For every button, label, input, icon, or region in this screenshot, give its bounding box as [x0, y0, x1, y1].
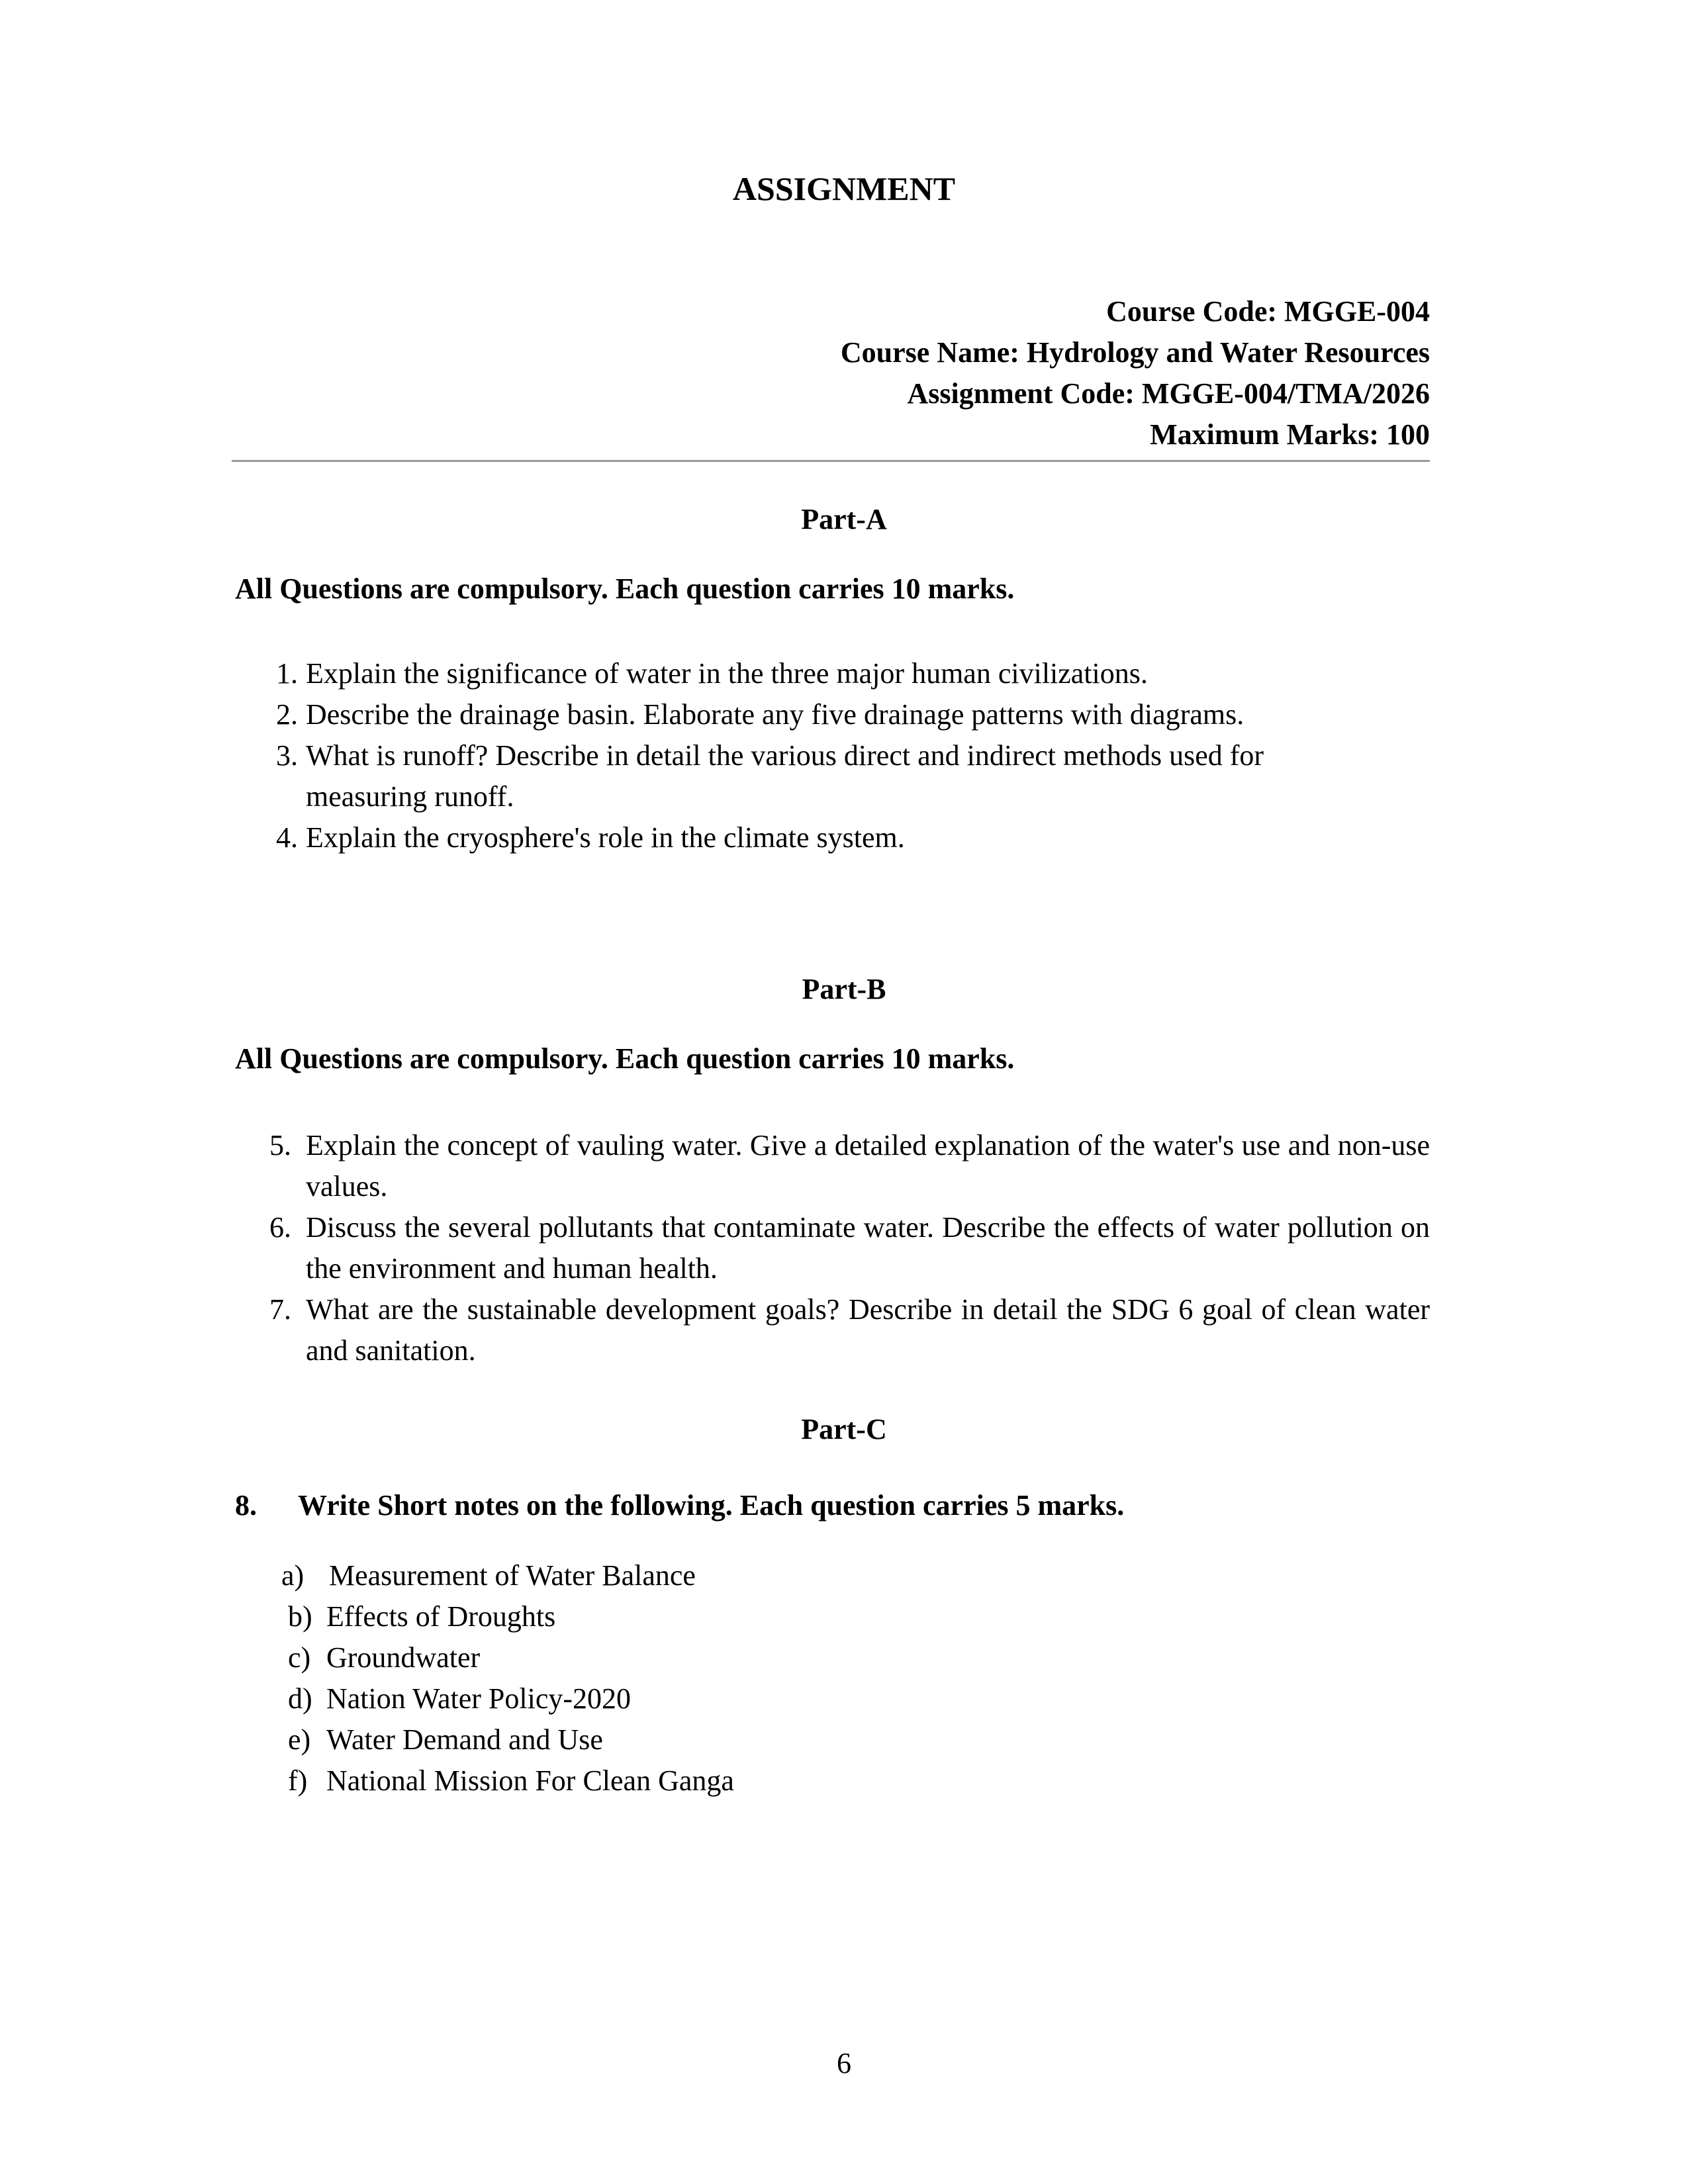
- question-number: 3.: [276, 739, 298, 772]
- list-item-text: Nation Water Policy-2020: [326, 1682, 632, 1715]
- question-text: What is runoff? Describe in detail the various direct and indirect methods used for measuring runoff.: [306, 739, 1264, 813]
- list-item-label: a): [281, 1559, 305, 1592]
- question-item: [235, 694, 1327, 735]
- course-info-block: [841, 291, 1430, 455]
- list-item-text: Effects of Droughts: [326, 1600, 556, 1633]
- question-number: 1.: [276, 657, 298, 690]
- list-item: [281, 1596, 734, 1637]
- question-item: [235, 1207, 1430, 1289]
- question-text: Discuss the several pollutants that contaminate water. Describe the effects of water pollution on the environment and human health.: [306, 1211, 1430, 1285]
- list-item: [281, 1760, 734, 1801]
- header-divider: [232, 460, 1430, 462]
- page-number: 6: [837, 2047, 851, 2079]
- question-item: [235, 653, 1327, 694]
- list-item-label: e): [288, 1723, 311, 1756]
- list-item: [281, 1637, 734, 1678]
- question-item: [235, 735, 1327, 817]
- list-item-label: f): [288, 1764, 308, 1797]
- part-b-instruction: All Questions are compulsory. Each question carries 10 marks.: [235, 1042, 1015, 1075]
- question-text: Explain the significance of water in the three major human civilizations.: [306, 657, 1148, 690]
- page-title: ASSIGNMENT: [732, 170, 956, 207]
- question-text: Explain the concept of vauling water. Give a detailed explanation of the water's use and non-use values.: [306, 1129, 1430, 1203]
- part-a-heading: Part-A: [801, 503, 887, 535]
- short-notes-list: [281, 1555, 734, 1801]
- part-a-instruction: All Questions are compulsory. Each question carries 10 marks.: [235, 572, 1015, 605]
- assignment-code: Assignment Code: MGGE-004/TMA/2026: [907, 377, 1430, 410]
- question-number: 7.: [269, 1293, 291, 1326]
- question-text: Write Short notes on the following. Each question carries 5 marks.: [298, 1489, 1125, 1522]
- question-text: What are the sustainable development goals? Describe in detail the SDG 6 goal of clean water and sanitation.: [306, 1293, 1430, 1367]
- list-item: [281, 1678, 734, 1719]
- question-text: Describe the drainage basin. Elaborate any five drainage patterns with diagrams.: [306, 698, 1244, 731]
- question-item: [235, 1289, 1430, 1371]
- question-number: 2.: [276, 698, 298, 731]
- part-b-question-list: [235, 1125, 1430, 1371]
- list-item-text: Groundwater: [326, 1641, 481, 1674]
- list-item-label: b): [288, 1600, 312, 1633]
- question-item: [235, 817, 1327, 858]
- part-a-question-list: [235, 653, 1327, 858]
- list-item-text: National Mission For Clean Ganga: [326, 1764, 734, 1797]
- list-item-text: Measurement of Water Balance: [329, 1559, 696, 1592]
- part-c-heading: Part-C: [801, 1413, 887, 1445]
- part-c-question: [235, 1487, 1124, 1524]
- list-item-label: d): [288, 1682, 312, 1715]
- question-text: Explain the cryosphere's role in the climate system.: [306, 821, 905, 854]
- question-number: 6.: [269, 1211, 291, 1244]
- list-item-text: Water Demand and Use: [326, 1723, 603, 1756]
- course-name: Course Name: Hydrology and Water Resources: [840, 336, 1430, 369]
- course-code: Course Code: MGGE-004: [1106, 295, 1430, 328]
- part-b-heading: Part-B: [802, 973, 886, 1005]
- list-item-label: c): [288, 1641, 311, 1674]
- question-number: 8.: [235, 1489, 257, 1522]
- question-number: 4.: [276, 821, 298, 854]
- maximum-marks: Maximum Marks: 100: [1150, 418, 1430, 451]
- question-item: [235, 1125, 1430, 1207]
- question-number: 5.: [269, 1129, 291, 1161]
- list-item: [281, 1555, 734, 1596]
- list-item: [281, 1719, 734, 1760]
